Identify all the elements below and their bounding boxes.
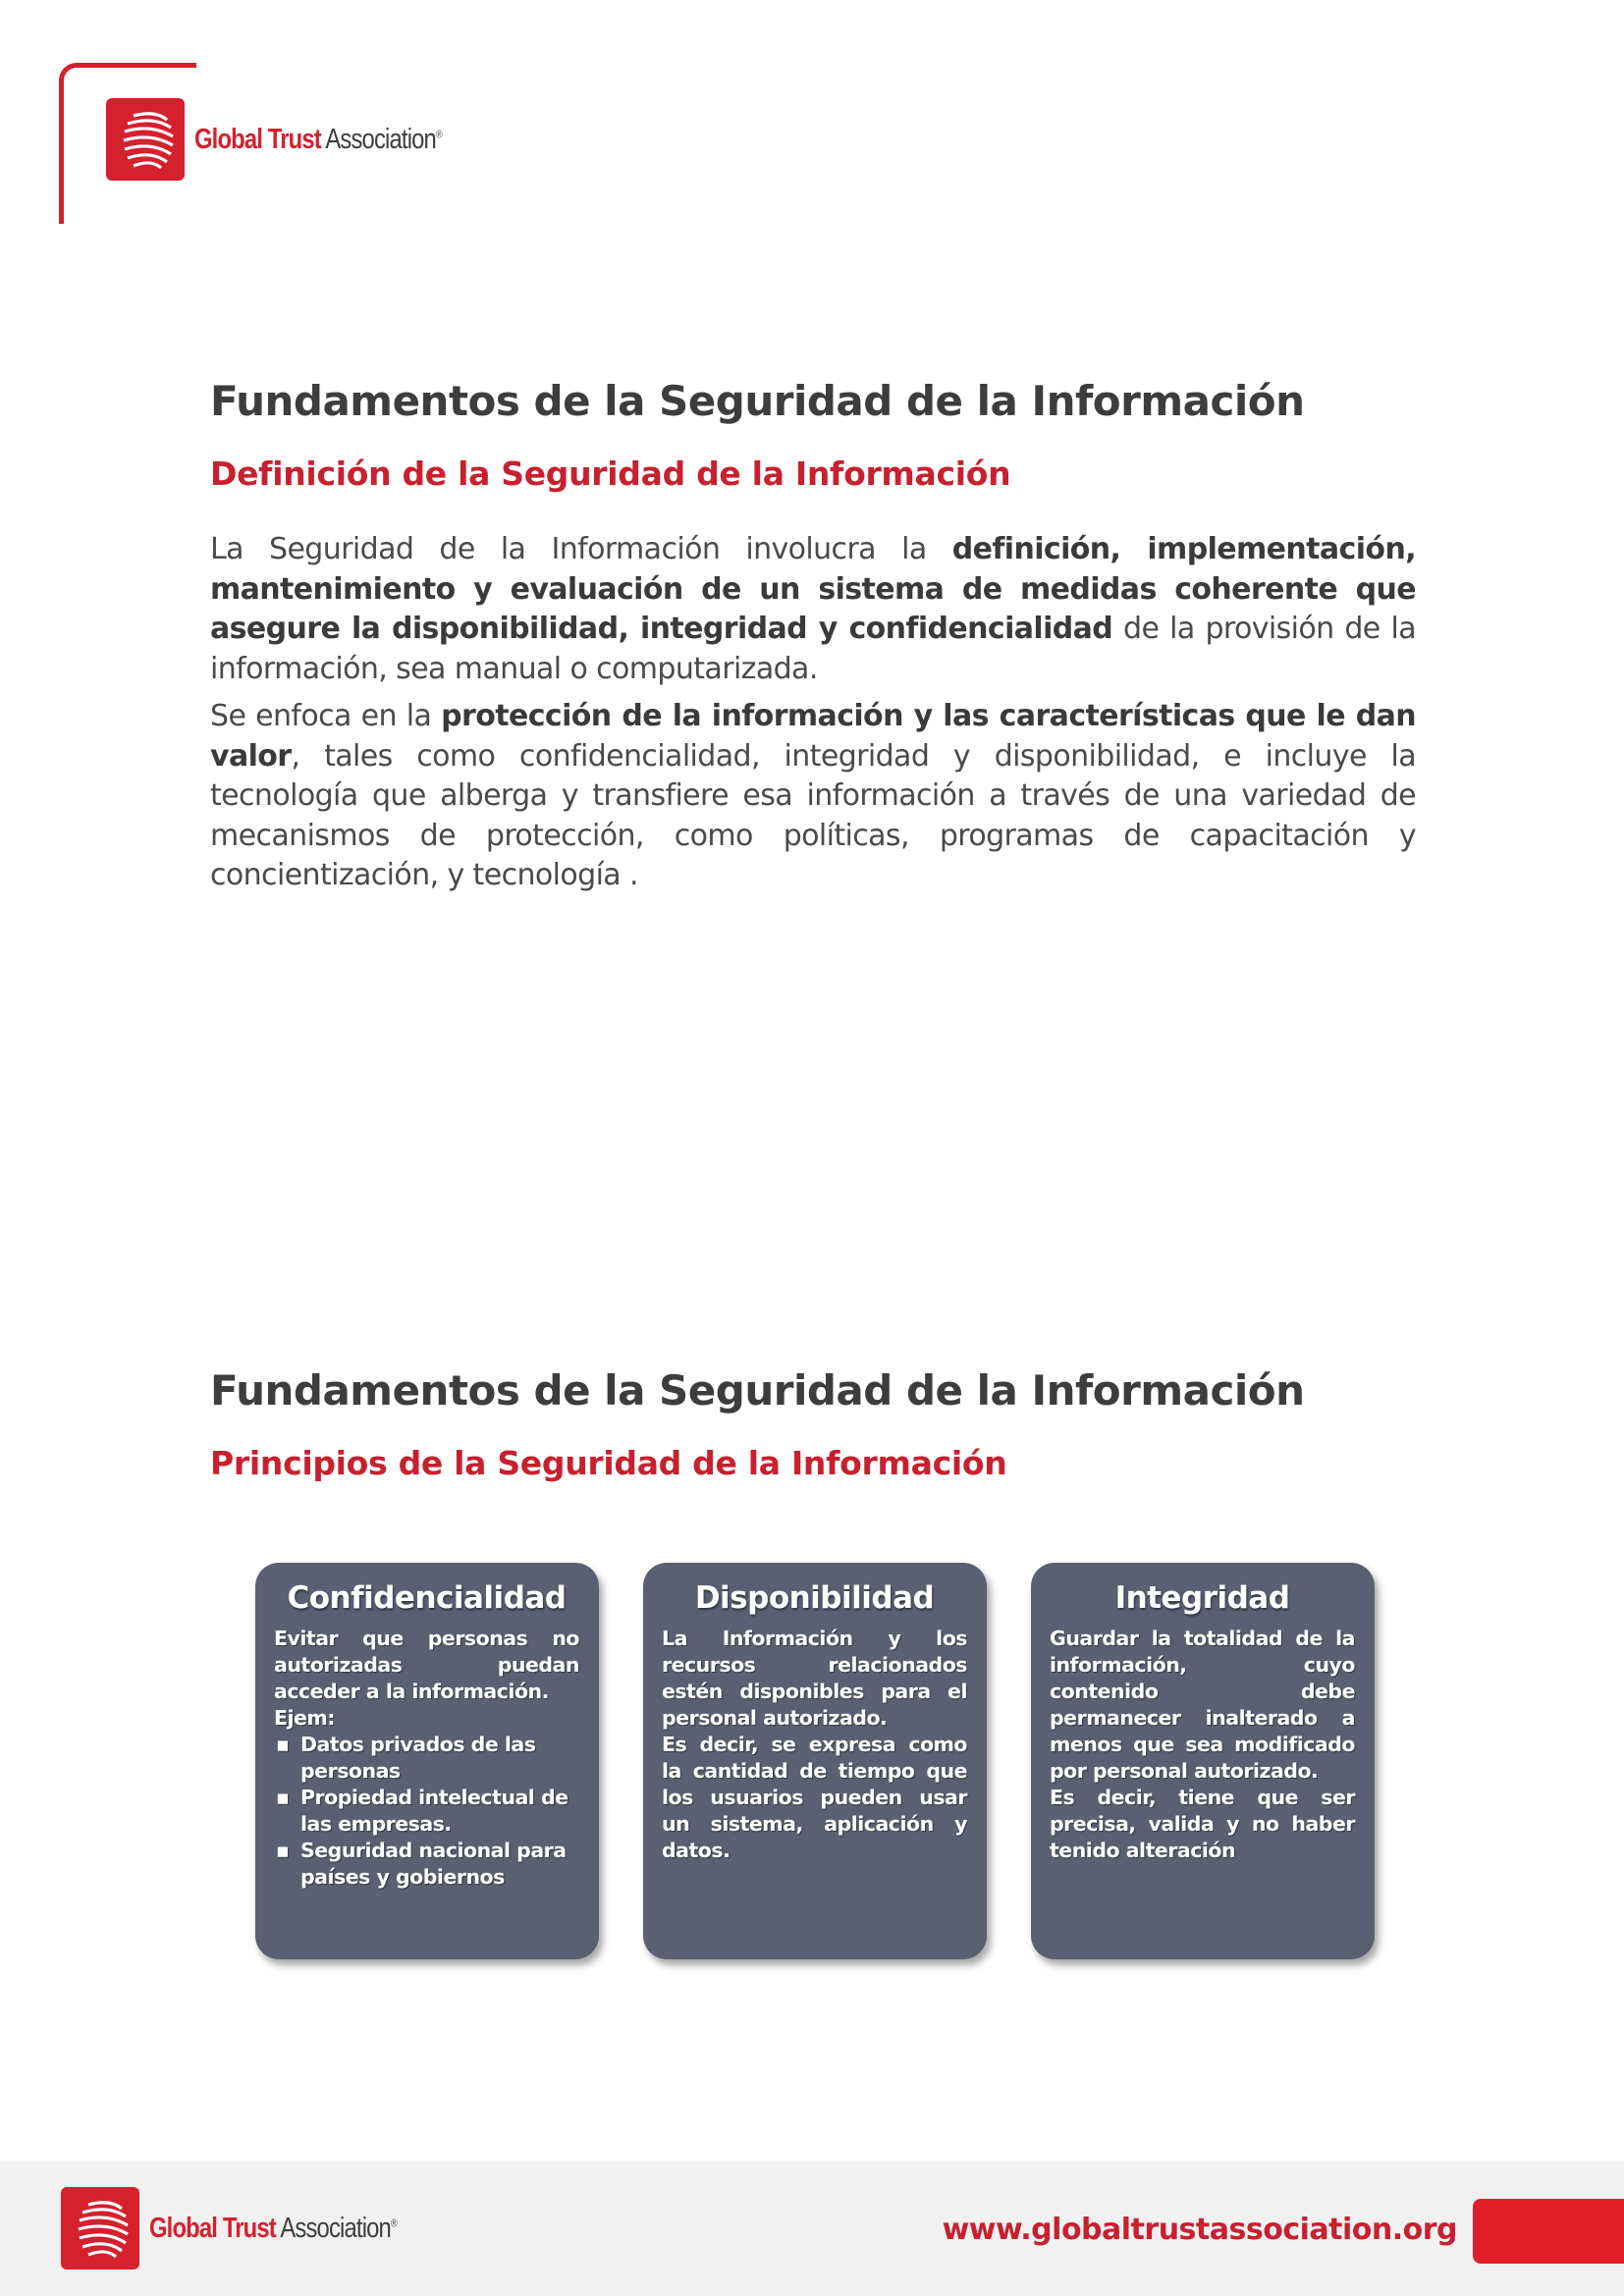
globe-logo-icon bbox=[61, 2187, 139, 2269]
list-item: ▪ Seguridad nacional para países y gobiernos bbox=[300, 1838, 579, 1891]
focus-paragraph: Se enfoca en la protección de la información y las características que le dan valor, tales como confidencialidad, integridad y disponibilidad, e incluye la tecnología que alberga y transfiere esa información a través de una variedad de mecanismos de protección, como políticas, programas de capacitación y concientización, y tecnología . bbox=[210, 699, 1416, 892]
list-item: ▪ Datos privados de las personas bbox=[300, 1732, 579, 1785]
card-body-2: Es decir, se expresa como la cantidad de tiempo que los usuarios pueden usar un sistema, aplicación y datos. bbox=[662, 1733, 967, 1862]
card-body-2: Es decir, tiene que ser precisa, valida y no haber tenido alteración bbox=[1050, 1786, 1355, 1862]
logo-wordmark: Global Trust Association® bbox=[149, 2212, 397, 2244]
card-disponibilidad bbox=[643, 1563, 987, 1959]
definition-paragraph: La Seguridad de la Información involucra la definición, implementación, mantenimiento y evaluación de un sistema de medidas coherente que asegure la disponibilidad, integridad y confidencialidad de la provisión de la información, sea manual o computarizada. bbox=[210, 532, 1416, 686]
card-title: Confidencialidad bbox=[287, 1580, 567, 1616]
card-bullet-list bbox=[274, 1732, 579, 1891]
section-title: Fundamentos de la Seguridad de la Información bbox=[210, 377, 1305, 425]
card-integridad bbox=[1031, 1563, 1375, 1959]
card-confidencialidad bbox=[255, 1563, 599, 1959]
list-item: ▪ Propiedad intelectual de las empresas. bbox=[300, 1785, 579, 1838]
section-subtitle: Definición de la Seguridad de la Información bbox=[210, 454, 1011, 493]
card-body: Evitar que personas no autorizadas puedan acceder a la información. bbox=[274, 1627, 579, 1703]
card-example-label: Ejem: bbox=[274, 1706, 335, 1730]
footer-logo bbox=[61, 2187, 451, 2269]
card-body: Guardar la totalidad de la información, cuyo contenido debe permanecer inalterado a menos que sea modificado por personal autorizado. bbox=[1050, 1627, 1355, 1783]
logo-wordmark: Global Trust Association® bbox=[194, 123, 442, 155]
card-title: Integridad bbox=[1114, 1580, 1290, 1616]
principles-section bbox=[210, 1366, 1416, 1482]
globe-logo-icon bbox=[106, 98, 185, 181]
card-title: Disponibilidad bbox=[694, 1580, 935, 1616]
section-title: Fundamentos de la Seguridad de la Información bbox=[210, 1366, 1305, 1415]
definition-section bbox=[210, 377, 1416, 896]
footer-accent-bar bbox=[1473, 2199, 1624, 2264]
card-body: La Información y los recursos relacionados estén disponibles para el personal autorizado. bbox=[662, 1627, 967, 1730]
section-subtitle: Principios de la Seguridad de la Información bbox=[210, 1444, 1007, 1482]
header-logo bbox=[106, 98, 496, 181]
principles-cards bbox=[255, 1563, 1375, 1959]
footer-website-link[interactable]: www.globaltrustassociation.org bbox=[942, 2213, 1457, 2247]
